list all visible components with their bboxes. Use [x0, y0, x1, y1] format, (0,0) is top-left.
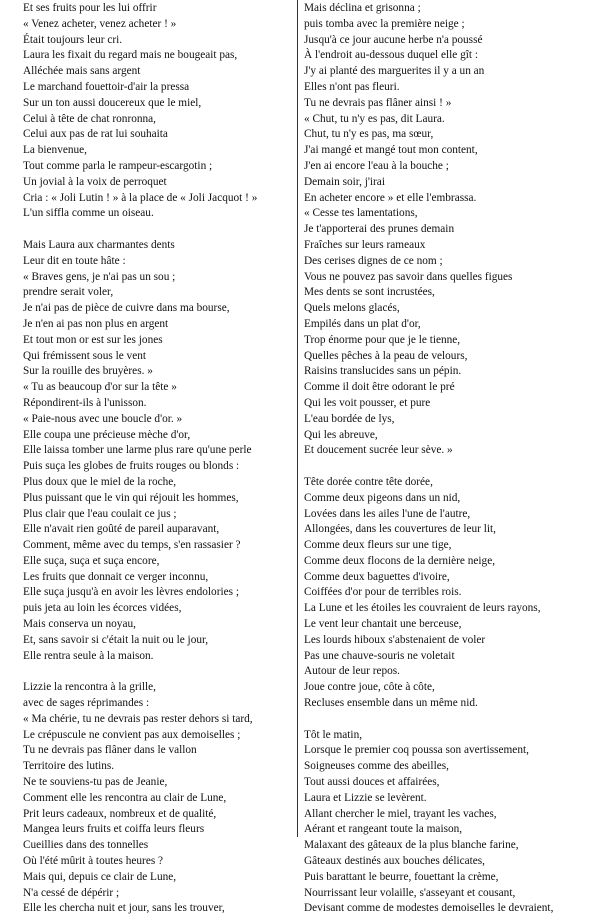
verse-line: Cueillies dans des tonnelles	[23, 839, 149, 852]
verse-line: Prit leurs cadeaux, nombreux et de qualité,	[23, 807, 217, 820]
verse-line: Des cerises dignes de ce nom ;	[304, 254, 443, 267]
verse-line: En acheter encore » et elle l'embrassa.	[304, 191, 477, 204]
verse-line: Mais qui, depuis ce clair de Lune,	[23, 870, 177, 883]
verse-line: Jusqu'à ce jour aucune herbe n'a poussé	[304, 33, 483, 46]
verse-line: « Chut, tu n'y es pas, dit Laura.	[304, 112, 445, 125]
column-divider	[297, 0, 298, 837]
verse-line: Gâteaux destinés aux bouches délicates,	[304, 855, 485, 868]
verse-line: Chut, tu n'y es pas, ma sœur,	[304, 128, 434, 141]
verse-line: Elle suça jusqu'à en avoir les lèvres endolories ;	[23, 586, 239, 599]
verse-line: Cria : « Joli Lutin ! » à la place de « Joli Jacquot ! »	[23, 191, 258, 204]
stanza-gap	[23, 664, 293, 680]
verse-line: Lorsque le premier coq poussa son avertissement,	[304, 744, 529, 757]
verse-line: « Ma chérie, tu ne devrais pas rester dehors si tard,	[23, 712, 253, 725]
verse-line: puis tomba avec la première neige ;	[304, 17, 465, 30]
verse-line: Mes dents se sont incrustées,	[304, 286, 435, 299]
verse-line: J'en ai encore l'eau à la bouche ;	[304, 159, 449, 172]
right-column	[304, 1, 598, 917]
verse-line: Comme il doit être odorant le pré	[304, 381, 455, 394]
verse-line: Le vent leur chantait une berceuse,	[304, 618, 462, 631]
verse-line: Allant chercher le miel, trayant les vaches,	[304, 807, 497, 820]
verse-line: Les fruits que donnait ce verger inconnu,	[23, 570, 209, 583]
verse-line: Allongées, dans les couvertures de leur lit,	[304, 523, 496, 536]
verse-line: Comme deux fleurs sur une tige,	[304, 539, 452, 552]
verse-line: Mangea leurs fruits et coiffa leurs fleurs	[23, 823, 205, 836]
verse-line: Elles n'ont pas fleuri.	[304, 80, 400, 93]
verse-line: Comme deux baguettes d'ivoire,	[304, 570, 450, 583]
verse-line: Tout comme parla le rampeur-escargotin ;	[23, 159, 213, 172]
verse-line: Lovées dans les ailes l'une de l'autre,	[304, 507, 471, 520]
verse-line: Je t'apporterai des prunes demain	[304, 223, 455, 236]
verse-line: Plus puissant que le vin qui réjouit les hommes,	[23, 491, 239, 504]
verse-line: À l'endroit au-dessous duquel elle gît :	[304, 49, 478, 62]
verse-line: « Tu as beaucoup d'or sur la tête »	[23, 381, 177, 394]
verse-line: Tête dorée contre tête dorée,	[304, 475, 433, 488]
verse-line: Elle coupa une précieuse mèche d'or,	[23, 428, 191, 441]
verse-line: Lizzie la rencontra à la grille,	[23, 681, 156, 694]
verse-line: Qui les abreuve,	[304, 428, 378, 441]
stanza	[23, 238, 293, 665]
verse-line: Elle n'avait rien goûté de pareil auparavant,	[23, 523, 220, 536]
stanza-gap	[304, 459, 598, 475]
verse-line: Un jovial à la voix de perroquet	[23, 175, 167, 188]
verse-line: L'eau bordée de lys,	[304, 412, 395, 425]
verse-line: avec de sages réprimandes :	[23, 697, 150, 710]
verse-line: Celui à tête de chat ronronna,	[23, 112, 156, 125]
verse-line: « Paie-nous avec une boucle d'or. »	[23, 412, 183, 425]
verse-line: Puis barattant le beurre, fouettant la crème,	[304, 870, 499, 883]
verse-line: Le marchand fouettoir-d'air la pressa	[23, 80, 190, 93]
verse-line: Répondirent-ils à l'unisson.	[23, 396, 147, 409]
verse-line: Devisant comme de modestes demoiselles le devraient,	[304, 902, 554, 915]
verse-line: Raisins translucides sans un pépin.	[304, 365, 462, 378]
verse-line: prendre serait voler,	[23, 286, 114, 299]
verse-line: Empilés dans un plat d'or,	[304, 317, 421, 330]
verse-line: Quelles pêches à la peau de velours,	[304, 349, 468, 362]
verse-line: Quels melons glacés,	[304, 302, 400, 315]
verse-line: Où l'été mûrit à toutes heures ?	[23, 855, 164, 868]
stanza	[304, 728, 598, 917]
verse-line: Ne te souviens-tu pas de Jeanie,	[23, 776, 168, 789]
verse-line: Sur la rouille des bruyères. »	[23, 365, 153, 378]
verse-line: Demain soir, j'irai	[304, 175, 385, 188]
verse-line: Comment elle les rencontra au clair de Lune,	[23, 791, 227, 804]
verse-line: N'a cessé de dépérir ;	[23, 886, 120, 899]
verse-line: Alléchée mais sans argent	[23, 65, 141, 78]
verse-line: Elle suça, suça et suça encore,	[23, 554, 160, 567]
stanza	[23, 680, 293, 917]
stanza-gap	[23, 222, 293, 238]
verse-line: Coiffées d'or pour de terribles rois.	[304, 586, 462, 599]
verse-line: « Cesse tes lamentations,	[304, 207, 418, 220]
verse-line: Le crépuscule ne convient pas aux demoiselles ;	[23, 728, 241, 741]
verse-line: Recluses ensemble dans un même nid.	[304, 697, 478, 710]
verse-line: Plus clair que l'eau coulait ce jus ;	[23, 507, 177, 520]
verse-line: Pas une chauve-souris ne voletait	[304, 649, 455, 662]
verse-line: Fraîches sur leurs rameaux	[304, 238, 426, 251]
verse-line: Tout aussi douces et affairées,	[304, 776, 440, 789]
verse-line: Comme deux flocons de la dernière neige,	[304, 554, 496, 567]
verse-line: « Venez acheter, venez acheter ! »	[23, 17, 177, 30]
verse-line: Qui frémissent sous le vent	[23, 349, 146, 362]
verse-line: Celui aux pas de rat lui souhaita	[23, 128, 168, 141]
verse-line: Elle les chercha nuit et jour, sans les trouver,	[23, 902, 225, 915]
verse-line: L'un siffla comme un oiseau.	[23, 207, 154, 220]
verse-line: Elle rentra seule à la maison.	[23, 649, 154, 662]
verse-line: Mais Laura aux charmantes dents	[23, 238, 175, 251]
verse-line: Tu ne devrais pas flâner ainsi ! »	[304, 96, 452, 109]
verse-line: Elle laissa tomber une larme plus rare qu'une perle	[23, 444, 252, 457]
stanza	[304, 1, 598, 459]
verse-line: La bienvenue,	[23, 144, 87, 157]
verse-line: Je n'en ai pas non plus en argent	[23, 317, 169, 330]
verse-line: Puis suça les globes de fruits rouges ou blonds :	[23, 460, 240, 473]
verse-line: Comment, même avec du temps, s'en rassasier ?	[23, 539, 241, 552]
verse-line: puis jeta au loin les écorces vidées,	[23, 602, 182, 615]
verse-line: Qui les voit pousser, et pure	[304, 396, 431, 409]
verse-line: Les lourds hiboux s'abstenaient de voler	[304, 633, 486, 646]
verse-line: Je n'ai pas de pièce de cuivre dans ma bourse,	[23, 302, 230, 315]
verse-line: Tu ne devrais pas flâner dans le vallon	[23, 744, 197, 757]
verse-line: Aérant et rangeant toute la maison,	[304, 823, 463, 836]
verse-line: Autour de leur repos.	[304, 665, 400, 678]
stanza	[304, 475, 598, 712]
verse-line: Et tout mon or est sur les jones	[23, 333, 163, 346]
verse-line: Joue contre joue, côte à côte,	[304, 681, 435, 694]
verse-line: La Lune et les étoiles les couvraient de leurs rayons,	[304, 602, 541, 615]
verse-line: Était toujours leur cri.	[23, 33, 123, 46]
verse-line: Et doucement sucrée leur sève. »	[304, 444, 453, 457]
verse-line: Plus doux que le miel de la roche,	[23, 475, 177, 488]
stanza	[23, 1, 293, 222]
verse-line: « Braves gens, je n'ai pas un sou ;	[23, 270, 176, 283]
verse-line: Et, sans savoir si c'était la nuit ou le jour,	[23, 633, 209, 646]
verse-line: Sur un ton aussi doucereux que le miel,	[23, 96, 202, 109]
verse-line: Vous ne pouvez pas savoir dans quelles figues	[304, 270, 513, 283]
verse-line: Leur dit en toute hâte :	[23, 254, 126, 267]
verse-line: Soigneuses comme des abeilles,	[304, 760, 449, 773]
verse-line: J'y ai planté des marguerites il y a un an	[304, 65, 485, 78]
verse-line: Mais conserva un noyau,	[23, 618, 136, 631]
verse-line: Mais déclina et grisonna ;	[304, 2, 421, 14]
verse-line: Trop énorme pour que je le tienne,	[304, 333, 461, 346]
verse-line: Nourrissant leur volaille, s'asseyant et cousant,	[304, 886, 516, 899]
verse-line: Malaxant des gâteaux de la plus blanche farine,	[304, 839, 519, 852]
left-column	[23, 1, 293, 917]
verse-line: Laura les fixait du regard mais ne bougeait pas,	[23, 49, 238, 62]
verse-line: Tôt le matin,	[304, 728, 363, 741]
stanza-gap	[304, 712, 598, 728]
verse-line: Territoire des lutins.	[23, 760, 115, 773]
verse-line: Et ses fruits pour les lui offrir	[23, 2, 157, 14]
verse-line: Laura et Lizzie se levèrent.	[304, 791, 427, 804]
verse-line: Comme deux pigeons dans un nid,	[304, 491, 461, 504]
verse-line: J'ai mangé et mangé tout mon content,	[304, 144, 478, 157]
